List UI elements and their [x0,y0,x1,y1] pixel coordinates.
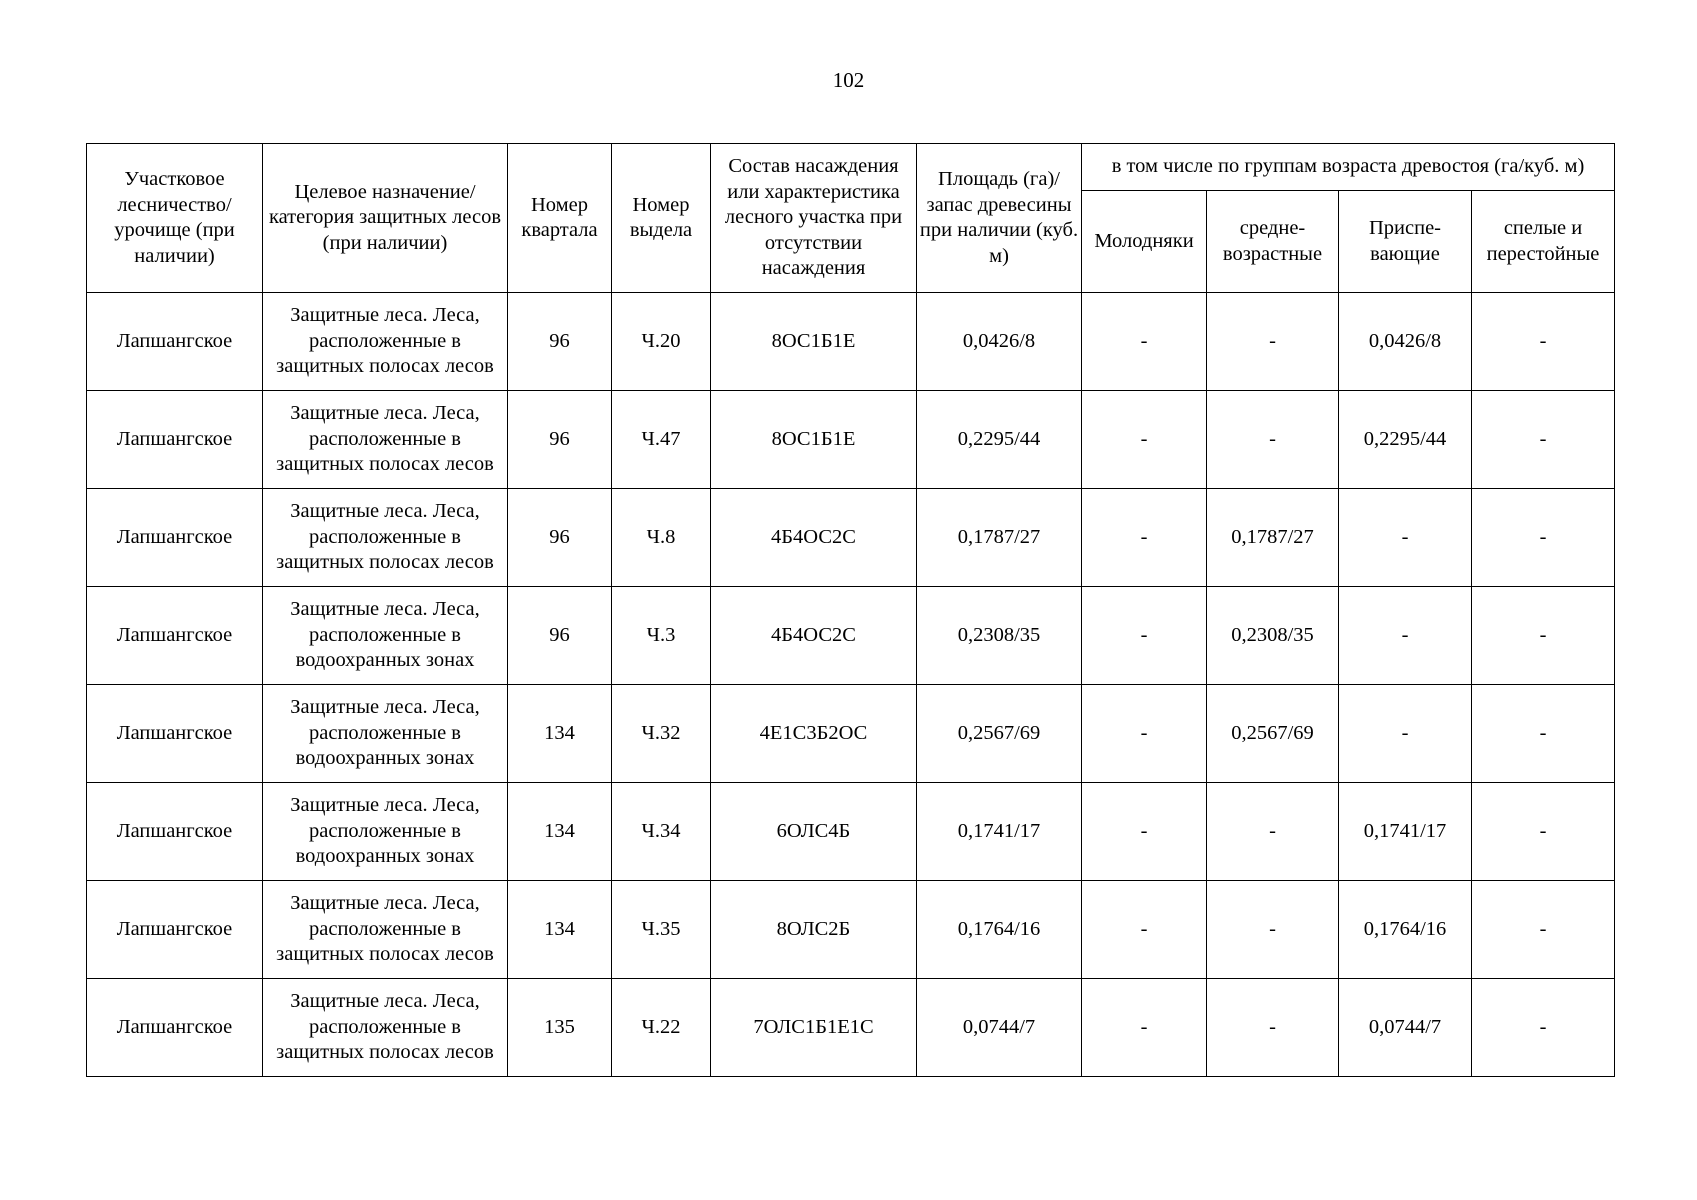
header-composition: Состав насаждения или характеристика лесного участка при отсутствии насаждения [711,144,917,293]
cell-quarter: 135 [508,979,612,1077]
cell-mature: - [1472,391,1615,489]
table-row [87,685,1615,783]
cell-composition: 4Б4ОС2С [711,489,917,587]
header-row-top [87,144,1615,191]
table-row [87,587,1615,685]
cell-area: 0,0744/7 [917,979,1082,1077]
cell-area: 0,0426/8 [917,293,1082,391]
cell-middle: - [1207,783,1339,881]
cell-purpose: Защитные леса. Леса, расположенные в водоохранных зонах [263,587,508,685]
cell-quarter: 134 [508,783,612,881]
forest-plots-table [86,143,1615,1077]
cell-middle: - [1207,881,1339,979]
cell-purpose: Защитные леса. Леса, расположенные в защитных полосах лесов [263,881,508,979]
cell-section: Ч.8 [612,489,711,587]
cell-maturing: 0,2295/44 [1339,391,1472,489]
cell-mature: - [1472,293,1615,391]
cell-young: - [1082,391,1207,489]
header-young: Молодняки [1082,191,1207,293]
cell-middle: 0,2308/35 [1207,587,1339,685]
cell-young: - [1082,881,1207,979]
cell-section: Ч.20 [612,293,711,391]
table-row [87,391,1615,489]
cell-young: - [1082,587,1207,685]
cell-purpose: Защитные леса. Леса, расположенные в защитных полосах лесов [263,979,508,1077]
cell-area: 0,1787/27 [917,489,1082,587]
cell-mature: - [1472,881,1615,979]
header-quarter: Номер квартала [508,144,612,293]
cell-middle: 0,1787/27 [1207,489,1339,587]
cell-quarter: 134 [508,881,612,979]
cell-young: - [1082,783,1207,881]
cell-area: 0,2308/35 [917,587,1082,685]
cell-mature: - [1472,587,1615,685]
cell-quarter: 96 [508,391,612,489]
table-row [87,979,1615,1077]
header-age-groups: в том числе по группам возраста древостоя (га/куб. м) [1082,144,1615,191]
cell-quarter: 96 [508,489,612,587]
table-row [87,881,1615,979]
cell-middle: 0,2567/69 [1207,685,1339,783]
cell-area: 0,1764/16 [917,881,1082,979]
cell-forestry: Лапшангское [87,391,263,489]
page-number: 102 [832,68,865,92]
cell-maturing: 0,0744/7 [1339,979,1472,1077]
cell-section: Ч.32 [612,685,711,783]
cell-purpose: Защитные леса. Леса, расположенные в водоохранных зонах [263,783,508,881]
cell-maturing: 0,1741/17 [1339,783,1472,881]
cell-area: 0,2567/69 [917,685,1082,783]
cell-composition: 4Е1С3Б2ОС [711,685,917,783]
table-row [87,489,1615,587]
cell-middle: - [1207,293,1339,391]
cell-forestry: Лапшангское [87,293,263,391]
cell-quarter: 96 [508,587,612,685]
table-body [87,293,1615,1077]
cell-section: Ч.34 [612,783,711,881]
cell-young: - [1082,979,1207,1077]
cell-maturing: 0,0426/8 [1339,293,1472,391]
table-header [87,144,1615,293]
cell-purpose: Защитные леса. Леса, расположенные в защитных полосах лесов [263,391,508,489]
cell-section: Ч.35 [612,881,711,979]
cell-quarter: 134 [508,685,612,783]
header-purpose: Целевое назначение/ категория защитных лесов (при наличии) [263,144,508,293]
table-row [87,783,1615,881]
cell-section: Ч.3 [612,587,711,685]
cell-forestry: Лапшангское [87,489,263,587]
cell-area: 0,2295/44 [917,391,1082,489]
header-forestry: Участковое лесничество/ урочище (при наличии) [87,144,263,293]
cell-area: 0,1741/17 [917,783,1082,881]
cell-mature: - [1472,979,1615,1077]
cell-quarter: 96 [508,293,612,391]
cell-composition: 7ОЛС1Б1Е1С [711,979,917,1077]
header-middle: средне- возрастные [1207,191,1339,293]
cell-maturing: - [1339,489,1472,587]
header-maturing: Приспе- вающие [1339,191,1472,293]
header-section: Номер выдела [612,144,711,293]
cell-section: Ч.22 [612,979,711,1077]
cell-purpose: Защитные леса. Леса, расположенные в водоохранных зонах [263,685,508,783]
cell-forestry: Лапшангское [87,587,263,685]
cell-forestry: Лапшангское [87,685,263,783]
cell-forestry: Лапшангское [87,979,263,1077]
cell-middle: - [1207,391,1339,489]
cell-mature: - [1472,783,1615,881]
cell-young: - [1082,293,1207,391]
cell-mature: - [1472,685,1615,783]
table-row [87,293,1615,391]
cell-mature: - [1472,489,1615,587]
cell-section: Ч.47 [612,391,711,489]
cell-forestry: Лапшангское [87,881,263,979]
cell-maturing: - [1339,685,1472,783]
cell-middle: - [1207,979,1339,1077]
cell-young: - [1082,489,1207,587]
header-area: Площадь (га)/ запас древесины при наличии (куб. м) [917,144,1082,293]
cell-composition: 8ОС1Б1Е [711,293,917,391]
cell-composition: 6ОЛС4Б [711,783,917,881]
cell-purpose: Защитные леса. Леса, расположенные в защитных полосах лесов [263,293,508,391]
cell-purpose: Защитные леса. Леса, расположенные в защитных полосах лесов [263,489,508,587]
cell-composition: 8ОЛС2Б [711,881,917,979]
cell-young: - [1082,685,1207,783]
cell-maturing: 0,1764/16 [1339,881,1472,979]
cell-composition: 8ОС1Б1Е [711,391,917,489]
cell-composition: 4Б4ОС2С [711,587,917,685]
header-mature: спелые и перестойные [1472,191,1615,293]
cell-maturing: - [1339,587,1472,685]
cell-forestry: Лапшангское [87,783,263,881]
